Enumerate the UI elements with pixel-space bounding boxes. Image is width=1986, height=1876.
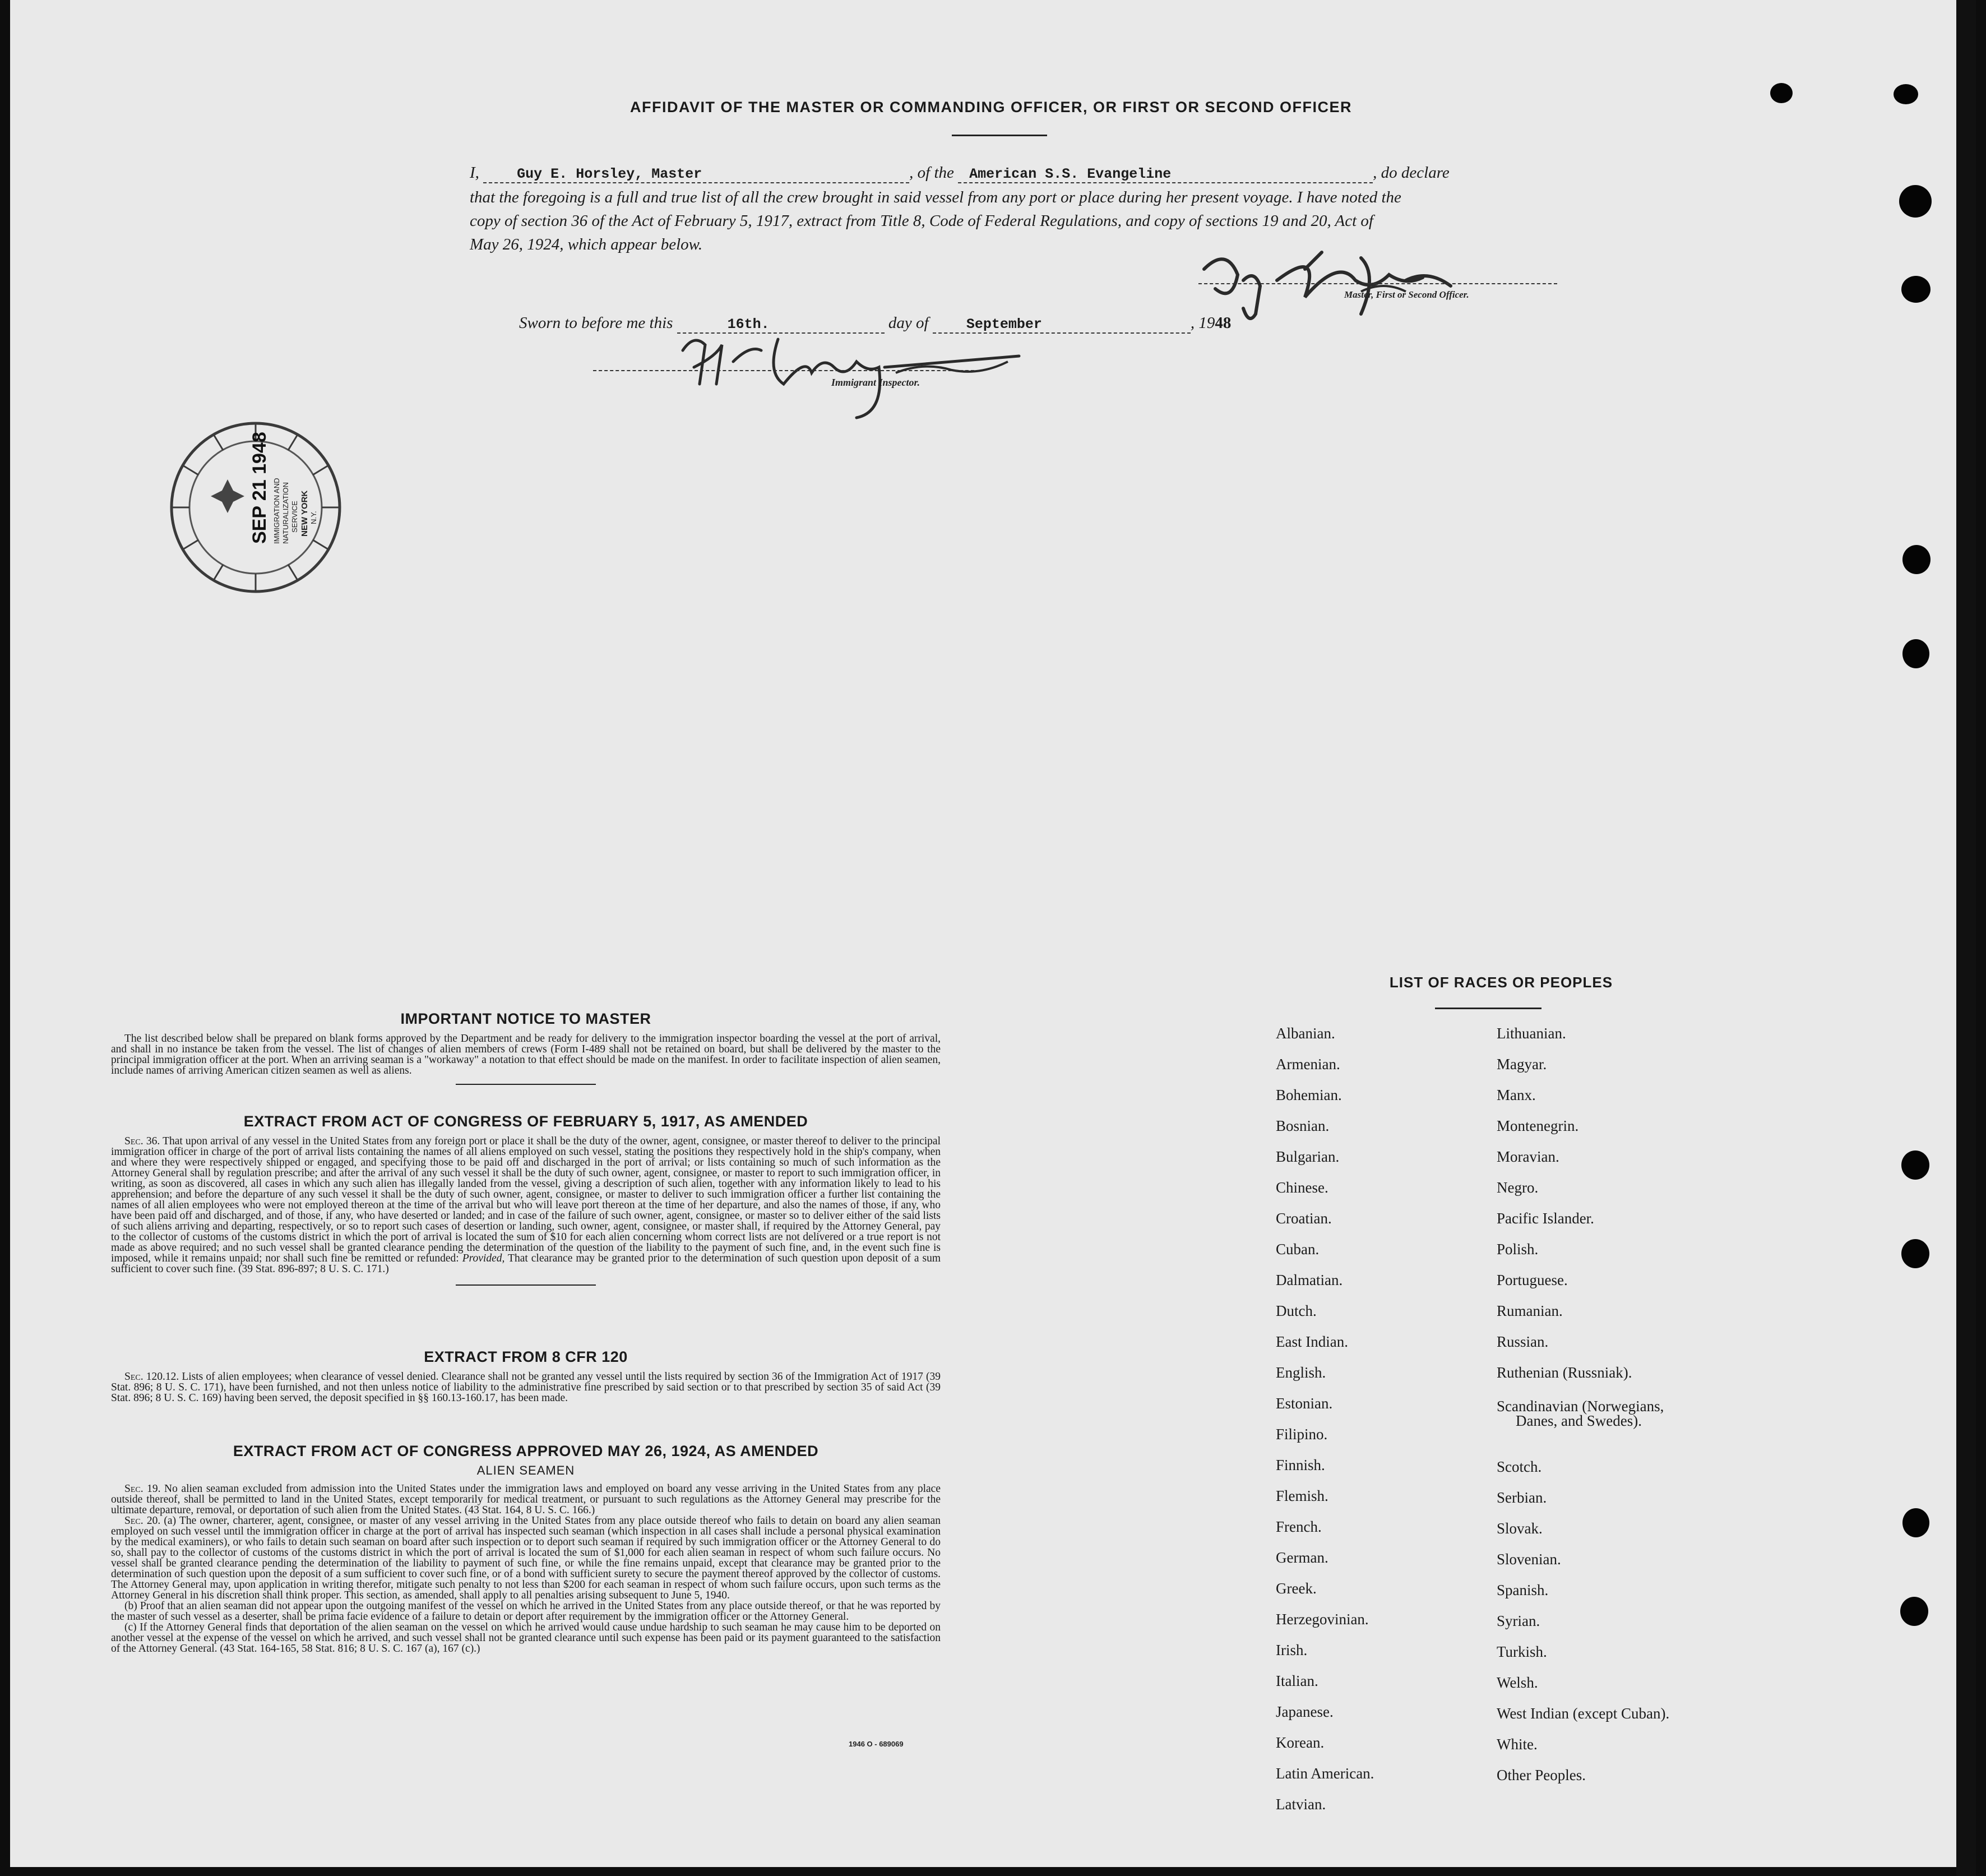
punch-hole	[1899, 185, 1932, 218]
stamp-line-1: IMMIGRATION AND	[272, 478, 281, 544]
sec-120-label: Sec. 120.12.	[124, 1371, 179, 1383]
race-item: Herzegovinian.	[1276, 1611, 1369, 1628]
section-divider	[456, 1084, 596, 1085]
master-signature-line	[1198, 283, 1557, 284]
race-item: Polish.	[1497, 1241, 1539, 1258]
sec-20a-text: (a) The owner, charterer, agent, consignee, or master of any vessel arriving in the United States from any place outside thereof who fails to detain on board any alien seaman employed on such vessel until the immigration officer in charge at the port of arrival has inspected such seaman (which inspection in all cases shall include a personal physical examination by the medical examiners), or who fails to detain such seaman on board after such inspection or to deport such seaman if required by such immigration officer or the Attorney General to do so, shall pay to the collector of customs of the customs district in which the port of arrival is located the sum of $1,000 for each alien seaman in respect of whom such failure occurs. No vessel shall be granted clearance pending the determination of the liability to payment of such fine, or while the fine remains unpaid, except that clearance may be granted prior to the determination of such question upon the deposit of a sum sufficient to cover such fine, or of a bond with sufficient surety to secure the payment thereof approved by the collector of customs. The Attorney General may, upon application in writing therefor, mitigate such penalty to not less than $200 for each seaman in respect of whom such failure occurs, upon such terms as the Attorney General in his discretion shall think proper. This section, as amended, shall apply to all penalties arising subsequent to June 5, 1940.	[111, 1515, 941, 1601]
race-item: Dalmatian.	[1276, 1272, 1343, 1288]
punch-hole	[1902, 639, 1929, 668]
races-divider	[1435, 1008, 1541, 1009]
day-of-label: day of	[888, 314, 929, 332]
race-item: Negro.	[1497, 1179, 1539, 1196]
race-item: East Indian.	[1276, 1333, 1348, 1350]
stamp-line-2: NATURALIZATION	[281, 482, 290, 544]
race-item: Rumanian.	[1497, 1302, 1563, 1319]
section-divider	[456, 1284, 596, 1286]
race-item: Bulgarian.	[1276, 1148, 1340, 1165]
race-item: Danes, and Swedes).	[1516, 1412, 1642, 1429]
i-label: I,	[470, 164, 479, 182]
declaration-line	[470, 164, 1563, 183]
form-page	[10, 0, 1966, 1867]
stamp-line-5: N.Y.	[309, 511, 318, 524]
punch-hole	[1902, 1508, 1929, 1537]
declaration-text-line-1: that the foregoing is a full and true list of all the crew brought in said vessel from any port or place during her present voyage. I have noted the	[470, 188, 1401, 206]
stamp-line-4: NEW YORK	[300, 490, 309, 537]
extract-1917-heading: EXTRACT FROM ACT OF CONGRESS OF FEBRUARY 5, 1917, AS AMENDED	[243, 1113, 808, 1130]
race-item: Armenian.	[1276, 1056, 1340, 1073]
race-item: Latvian.	[1276, 1796, 1326, 1813]
sworn-year: 48	[1215, 314, 1232, 332]
race-item: Estonian.	[1276, 1395, 1333, 1412]
race-item: Filipino.	[1276, 1426, 1328, 1443]
race-item: Flemish.	[1276, 1487, 1328, 1504]
sworn-day-field: 16th.	[677, 316, 885, 334]
title-divider	[952, 135, 1047, 136]
race-item: Welsh.	[1497, 1674, 1538, 1691]
race-item: Korean.	[1276, 1734, 1325, 1751]
race-item: Greek.	[1276, 1580, 1317, 1597]
race-item: Latin American.	[1276, 1765, 1374, 1782]
punch-hole	[1894, 84, 1918, 104]
inspector-caption: Immigrant Inspector.	[831, 377, 920, 388]
sec-20b-text: (b) Proof that an alien seaman did not appear upon the outgoing manifest of the vessel on which he arrived in the United States from any place outside thereof, or that he was reported by the master of such vessel as a deserter, shall be prima facie evidence of a failure to detain or deport after requirement by the immigration officer or the Attorney General.	[111, 1600, 941, 1623]
race-item: Japanese.	[1276, 1703, 1334, 1720]
race-item: Portuguese.	[1497, 1272, 1568, 1288]
race-item: Scotch.	[1497, 1458, 1542, 1475]
race-item: West Indian (except Cuban).	[1497, 1705, 1670, 1722]
immigration-stamp	[160, 412, 351, 603]
extract-1917-section	[111, 1113, 941, 1286]
extract-cfr-section	[111, 1348, 941, 1403]
race-item: German.	[1276, 1549, 1328, 1566]
race-item: Pacific Islander.	[1497, 1210, 1594, 1227]
declare-label: , do declare	[1373, 164, 1450, 182]
race-item: Russian.	[1497, 1333, 1549, 1350]
race-item: Bosnian.	[1276, 1117, 1330, 1134]
master-name-field: Guy E. Horsley, Master	[483, 166, 909, 183]
race-item: White.	[1497, 1736, 1538, 1753]
declaration-text-line-3: May 26, 1924, which appear below.	[470, 235, 703, 253]
stamp-line-3: SERVICE	[290, 501, 299, 533]
of-the-label: , of the	[909, 164, 954, 182]
sec-20-label: Sec. 20.	[124, 1515, 161, 1527]
race-item: Slovenian.	[1497, 1551, 1561, 1568]
race-item: Magyar.	[1497, 1056, 1547, 1073]
race-item: Cuban.	[1276, 1241, 1320, 1258]
master-caption: Master, First or Second Officer.	[1344, 289, 1469, 300]
notice-paragraph: The list described below shall be prepared on blank forms approved by the Department and be ready for delivery to the immigration inspector boarding the vessel at the port of arrival, and shall in no instance be taken from the vessel. The list of changes of alien members of crews (Form I-489 shall not be retained on board, but shall be delivered by the master to the principal immigration officer at the port. When an arriving seaman is a "workaway" a notation to that effect should be made on the manifest. In order to facilitate inspection of alien seamen, include names of arriving American citizen seamen as well as aliens.	[111, 1033, 941, 1076]
race-item: Moravian.	[1497, 1148, 1559, 1165]
race-item: Ruthenian (Russniak).	[1497, 1364, 1632, 1381]
race-item: Serbian.	[1497, 1489, 1547, 1506]
sec-20c-text: (c) If the Attorney General finds that deportation of the alien seaman on the vessel on which he arrived would cause undue hardship to such seaman he may cause him to be deported on another vessel at the expense of the vessel on which he arrived, and such vessel shall not be granted clearance until such expense has been paid or its payment guaranteed to the satisfaction of the Attorney General. (43 Stat. 164-165, 58 Stat. 816; 8 U. S. C. 167 (a), 167 (c).)	[111, 1621, 941, 1655]
race-item: English.	[1276, 1364, 1326, 1381]
race-item: Spanish.	[1497, 1582, 1549, 1598]
notice-section	[111, 1010, 941, 1085]
sec-36-text: That upon arrival of any vessel in the United States from any foreign port or place it shall be the duty of the owner, agent, consignee, or master thereof to deliver to the principal immigration officer in charge of the port of arrival lists containing the names of all aliens employed on such vessel, stating the positions they respectively hold in the ship's company, when and where they were respectively shipped or engaged, and specifying those to be paid off and discharged in the port of arrival; or lists containing so much of such information as the Attorney General shall by regulation prescribe; and after the arrival of any such vessel it shall be the duty of such owner, agent, consignee, or master to report to such immigration officer, in writing, as soon as discovered, all cases in which any such alien has illegally landed from the vessel, giving a description of such alien, together with any information likely to lead to his apprehension; and before the departure of any such vessel it shall be the duty of such owner, agent, consignee, or master to deliver to such immigration officer a further list containing the names of all alien employees who were not employed thereon at the time of the arrival but who will leave port thereon at the time of her departure, and also the names of those, if any, who have been paid off and discharged, and of those, if any, who have deserted or landed; and in case of the failure of such owner, agent, consignee, or master so to deliver either of the said lists of such aliens arriving and departing, respectively, or so to report such cases of desertion or landing, such owner, agent, consignee, or master shall, if required by the Attorney General, pay to the collector of customs of the customs district in which the port of arrival is located the sum of $10 for each alien concerning whom correct lists are not delivered or a true report is not made as above required; and no such vessel shall be granted clearance pending the determination of the question of the liability to the payment of such fine, and, in the event such fine is imposed, while it remains unpaid; nor shall such fine be remitted or refunded:	[111, 1135, 941, 1264]
declaration-text-line-2: copy of section 36 of the Act of February 5, 1917, extract from Title 8, Code of Federal Regulations, and copy of sections 19 and 20, Act of	[470, 212, 1373, 230]
race-item: Turkish.	[1497, 1643, 1547, 1660]
punch-hole	[1902, 545, 1931, 574]
sec-36-label: Sec. 36.	[124, 1135, 160, 1147]
punch-hole	[1770, 83, 1793, 103]
race-item: Croatian.	[1276, 1210, 1332, 1227]
sworn-month-field: September	[933, 316, 1191, 334]
race-item: Montenegrin.	[1497, 1117, 1579, 1134]
proviso-label: Provided,	[462, 1253, 505, 1264]
punch-hole	[1901, 276, 1931, 303]
race-item: Bohemian.	[1276, 1087, 1342, 1103]
race-item: Manx.	[1497, 1087, 1536, 1103]
extract-1924-section	[111, 1443, 941, 1654]
race-item: Italian.	[1276, 1672, 1318, 1689]
sworn-label: Sworn to before me this	[519, 314, 673, 332]
race-item: Dutch.	[1276, 1302, 1317, 1319]
sec-120-text: Lists of alien employees; when clearance of vessel denied. Clearance shall not be granted any vessel until the lists required by section 36 of the Immigration Act of 1917 (39 Stat. 896; 8 U. S. C. 171), have been furnished, and not then unless notice of liability to the administrative fine prescribed by said section or to that prescribed by section 35 of said Act (39 Stat. 896; 8 U. S. C. 169) having been served, the deposit specified in §§ 160.13-160.17, has been made.	[111, 1371, 941, 1404]
punch-hole	[1901, 1150, 1929, 1180]
extract-1917-body	[111, 1136, 941, 1274]
extract-cfr-body	[111, 1371, 941, 1403]
print-code: 1946 O - 689069	[849, 1740, 904, 1748]
race-item: Scandinavian (Norwegians,	[1497, 1398, 1664, 1415]
races-title: LIST OF RACES OR PEOPLES	[1389, 974, 1613, 991]
race-item: Other Peoples.	[1497, 1767, 1586, 1783]
extract-1924-body	[111, 1484, 941, 1654]
year-prefix: , 19	[1190, 314, 1215, 332]
extract-cfr-heading: EXTRACT FROM 8 CFR 120	[424, 1348, 628, 1365]
extract-1924-heading: EXTRACT FROM ACT OF CONGRESS APPROVED MAY 26, 1924, AS AMENDED	[233, 1443, 819, 1459]
vessel-name-field: American S.S. Evangeline	[958, 166, 1373, 183]
race-item: Finnish.	[1276, 1457, 1325, 1473]
race-item: Lithuanian.	[1497, 1025, 1566, 1042]
alien-seamen-subheading: ALIEN SEAMEN	[476, 1463, 575, 1477]
page-edge-shadow	[1956, 0, 1976, 1876]
race-item: Syrian.	[1497, 1612, 1540, 1629]
race-item: Albanian.	[1276, 1025, 1335, 1042]
affidavit-title: AFFIDAVIT OF THE MASTER OR COMMANDING OFFICER, OR FIRST OR SECOND OFFICER	[630, 99, 1352, 115]
sec-19-label: Sec. 19.	[124, 1483, 161, 1495]
stamp-date: SEP 21 1948	[249, 432, 270, 544]
notice-body	[111, 1033, 941, 1076]
proviso-text: That clearance may be granted prior to the determination of such question upon deposit of a sum sufficient to cover such fine. (39 Stat. 896-897; 8 U. S. C. 171.)	[111, 1253, 941, 1275]
notice-heading: IMPORTANT NOTICE TO MASTER	[400, 1010, 651, 1027]
race-item: Slovak.	[1497, 1520, 1543, 1537]
race-item: Irish.	[1276, 1642, 1308, 1658]
punch-hole	[1900, 1597, 1928, 1626]
inspector-signature-line	[593, 370, 974, 371]
punch-hole	[1901, 1239, 1929, 1268]
sec-19-text: No alien seaman excluded from admission into the United States under the immigration laws and employed on board any vesse arriving in the United States from any place outside thereof, shall be permitted to land in the United States, except temporarily for medical treatment, or pursuant to such regulations as the Attorney General may prescribe for the ultimate departure, removal, or deportation of such alien from the United States. (43 Stat. 164, 8 U. S. C. 166.)	[111, 1483, 941, 1516]
race-item: Chinese.	[1276, 1179, 1328, 1196]
inspector-signature	[672, 322, 1030, 423]
race-item: French.	[1276, 1518, 1322, 1535]
